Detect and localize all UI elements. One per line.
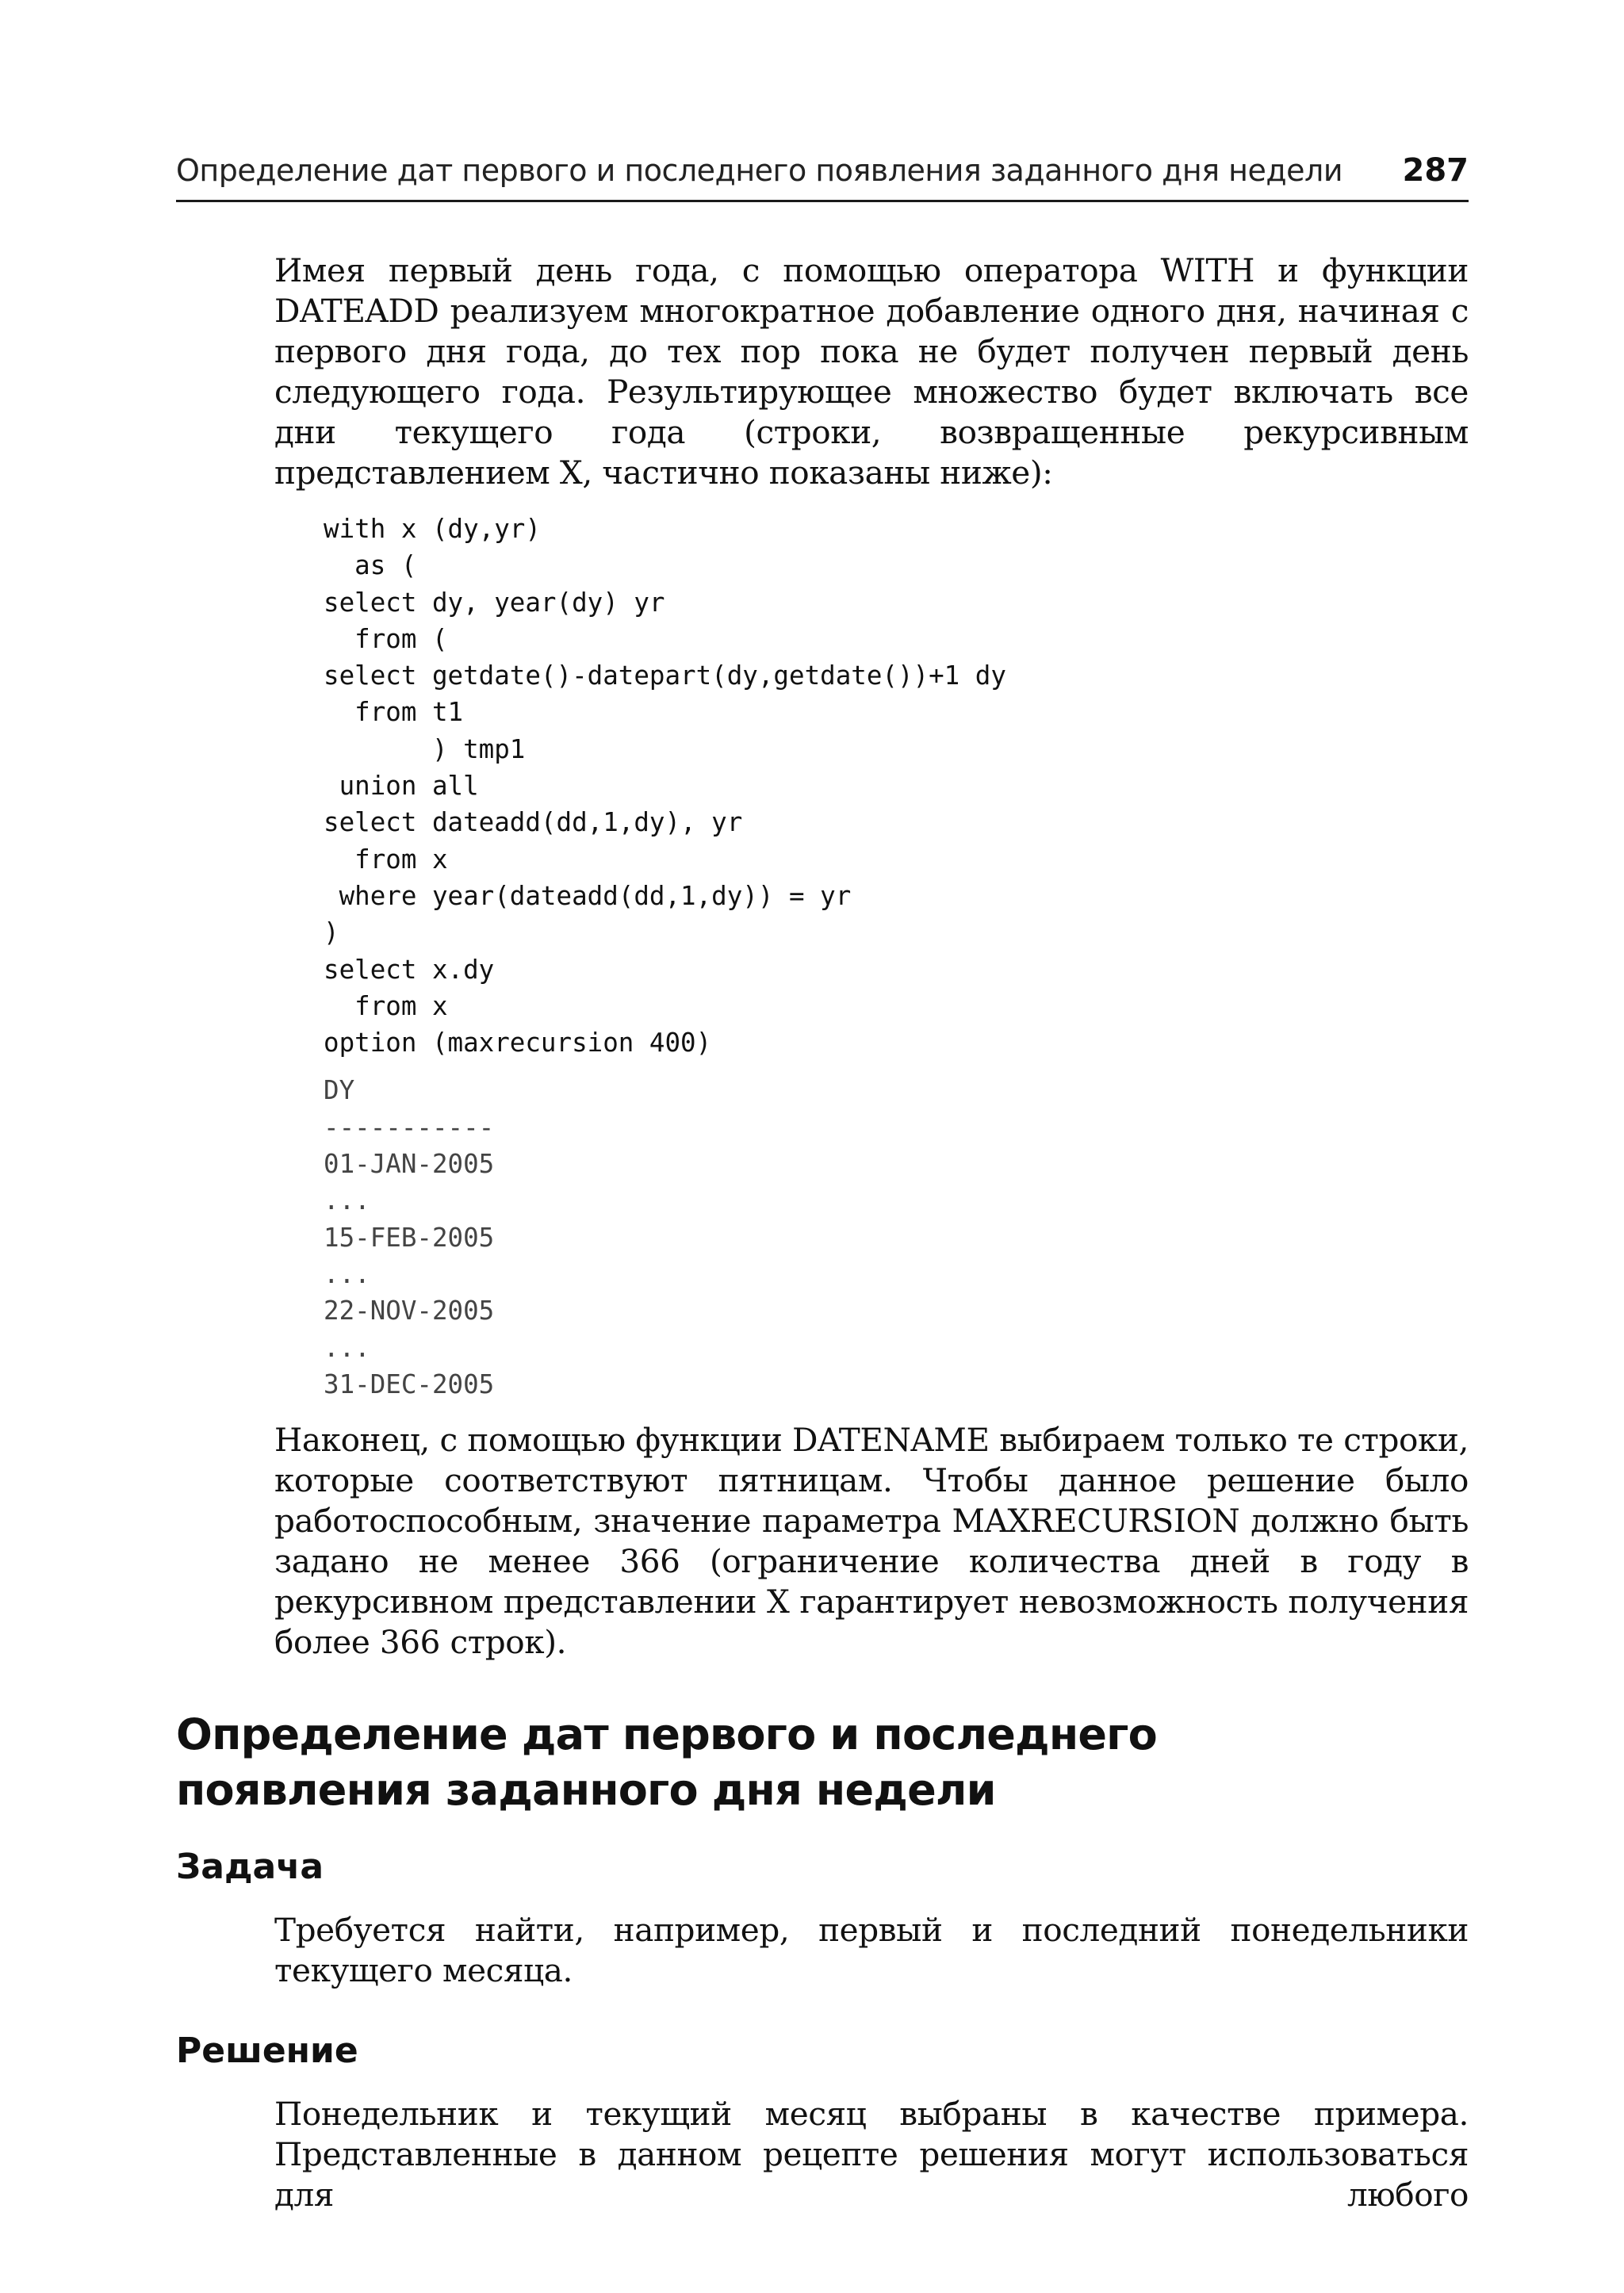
page-number: 287: [1402, 152, 1469, 189]
body-paragraph-intro: Имея первый день года, с помощью оператора WITH и функции DATEADD реализуем многократное добавление одного дня, начиная с первого дня года, до тех пор пока не будет получен первый день следующего года. Результирующее множество будет включать все дни текущего года (строки, возвращенные рекурсивным представлением X, частично показаны ниже):: [274, 251, 1469, 492]
page-content: [176, 251, 1469, 2215]
section-title: [176, 1707, 1469, 1818]
task-heading: Задача: [176, 1847, 324, 1888]
body-paragraph-datename: Наконец, с помощью функции DATENAME выбираем только те строки, которые соответствуют пятницам. Чтобы данное решение было работоспособным, значение параметра MAXRECURSION должно быть задано не менее 366 (ограничение количества дней в году в рекурсивном представлении X гарантирует невозможность получения более 366 строк).: [274, 1421, 1469, 1662]
section-title-line-2: появления заданного дня недели: [176, 1765, 996, 1816]
running-header: [176, 149, 1469, 202]
section-title-line-1: Определение дат первого и последнего: [176, 1709, 1157, 1760]
running-title: Определение дат первого и последнего появления заданного дня недели: [176, 153, 1343, 188]
query-result-listing: DY ----------- 01-JAN-2005 ... 15-FEB-2005 ... 22-NOV-2005 ... 31-DEC-2005: [324, 1075, 495, 1399]
solution-paragraph: Понедельник и текущий месяц выбраны в качестве примера. Представленные в данном рецепте решения могут использоваться для любого: [274, 2095, 1469, 2215]
sql-code-block: with x (dy,yr) as ( select dy, year(dy) yr from ( select getdate()-datepart(dy,getdate())+1 dy from t1 ) tmp1 union all select dateadd(dd,1,dy), yr from x where year(dateadd(dd,1,dy)) = yr ) select x.dy from x option (maxrecursion 400): [324, 514, 1006, 1058]
solution-heading: Решение: [176, 2031, 358, 2072]
task-paragraph: Требуется найти, например, первый и последний понедельники текущего месяца.: [274, 1911, 1469, 1990]
